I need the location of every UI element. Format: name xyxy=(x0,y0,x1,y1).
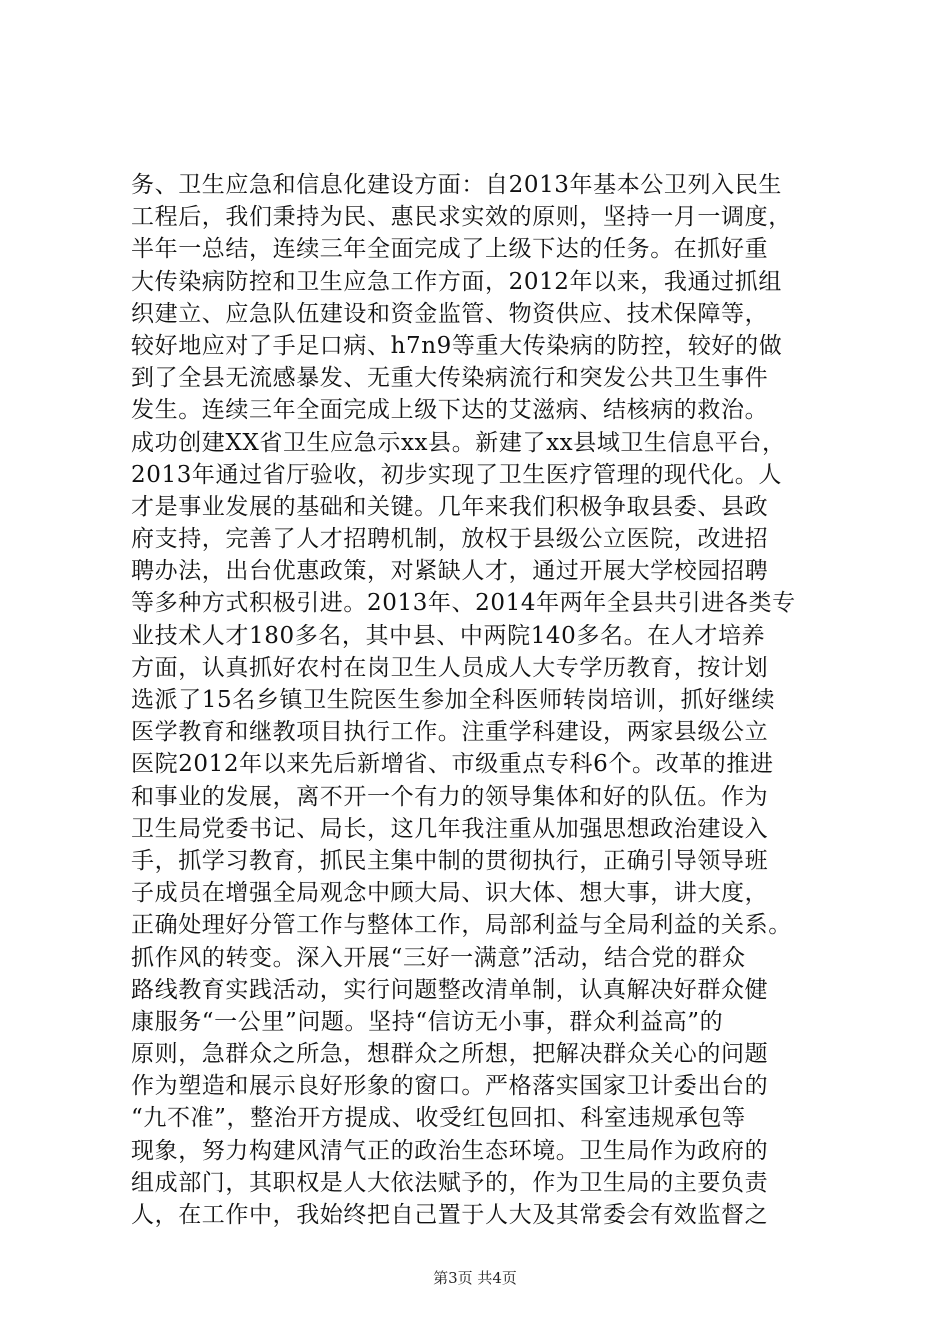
text-line: 等多种方式积极引进。2013年、2014年两年全县共引进各类专 xyxy=(131,590,796,617)
text-line: 原则，急群众之所急，想群众之所想，把解决群众关心的问题 xyxy=(131,1041,769,1068)
text-line: 康服务“一公里”问题。坚持“信访无小事，群众利益高”的 xyxy=(131,1008,724,1035)
text-line: 抓作风的转变。深入开展“三好一满意”活动，结合党的群众 xyxy=(131,944,746,971)
text-line: 方面，认真抓好农村在岗卫生人员成人大专学历教育，按计划 xyxy=(131,654,769,681)
text-line: 到了全县无流感暴发、无重大传染病流行和突发公共卫生事件 xyxy=(131,365,769,392)
text-line: 工程后，我们秉持为民、惠民求实效的原则，坚持一月一调度， xyxy=(131,204,792,231)
text-line: 正确处理好分管工作与整体工作，局部利益与全局利益的关系。 xyxy=(131,912,792,939)
text-line: 和事业的发展，离不开一个有力的领导集体和好的队伍。作为 xyxy=(131,783,769,810)
text-line: 才是事业发展的基础和关键。几年来我们积极争取县委、县政 xyxy=(131,493,769,520)
page-footer: 第3页 共4页 xyxy=(433,1269,517,1287)
body-text xyxy=(131,169,831,1231)
text-line: 现象，努力构建风清气正的政治生态环境。卫生局作为政府的 xyxy=(131,1137,769,1164)
text-line: 发生。连续三年全面完成上级下达的艾滋病、结核病的救治。 xyxy=(131,397,769,424)
text-line: 较好地应对了手足口病、h7n9等重大传染病的防控，较好的做 xyxy=(131,332,783,359)
text-line: 聘办法，出台优惠政策，对紧缺人才，通过开展大学校园招聘 xyxy=(131,558,769,585)
text-line: 2013年通过省厅验收，初步实现了卫生医疗管理的现代化。人 xyxy=(131,461,782,488)
text-line: 成功创建XX省卫生应急示xx县。新建了xx县域卫生信息平台， xyxy=(131,429,786,456)
text-line: 手，抓学习教育，抓民主集中制的贯彻执行，正确引导领导班 xyxy=(131,847,769,874)
text-line: 路线教育实践活动，实行问题整改清单制，认真解决好群众健 xyxy=(131,976,769,1003)
text-line: 医学教育和继教项目执行工作。注重学科建设，两家县级公立 xyxy=(131,719,769,746)
text-line: 组成部门，其职权是人大依法赋予的，作为卫生局的主要负责 xyxy=(131,1169,769,1196)
text-line: 大传染病防控和卫生应急工作方面，2012年以来，我通过抓组 xyxy=(131,268,782,295)
text-line: 卫生局党委书记、局长，这几年我注重从加强思想政治建设入 xyxy=(131,815,769,842)
text-line: 人，在工作中，我始终把自己置于人大及其常委会有效监督之 xyxy=(131,1202,769,1228)
text-line: 医院2012年以来先后新增省、市级重点专科6个。改革的推进 xyxy=(131,751,774,778)
text-line: 选派了15名乡镇卫生院医生参加全科医师转岗培训，抓好继续 xyxy=(131,687,776,713)
text-line: 务、卫生应急和信息化建设方面：自2013年基本公卫列入民生 xyxy=(131,172,782,198)
text-line: 半年一总结，连续三年全面完成了上级下达的任务。在抓好重 xyxy=(131,236,769,263)
text-line: 府支持，完善了人才招聘机制，放权于县级公立医院，改进招 xyxy=(131,526,769,553)
text-line: 业技术人才180多名，其中县、中两院140多名。在人才培养 xyxy=(131,622,766,649)
text-line: 作为塑造和展示良好形象的窗口。严格落实国家卫计委出台的 xyxy=(131,1073,769,1100)
text-line: “九不准”，整治开方提成、收受红包回扣、科室违规承包等 xyxy=(131,1105,746,1132)
text-line: 子成员在增强全局观念中顾大局、识大体、想大事，讲大度， xyxy=(131,880,769,907)
text-line: 织建立、应急队伍建设和资金监管、物资供应、技术保障等， xyxy=(131,300,769,327)
